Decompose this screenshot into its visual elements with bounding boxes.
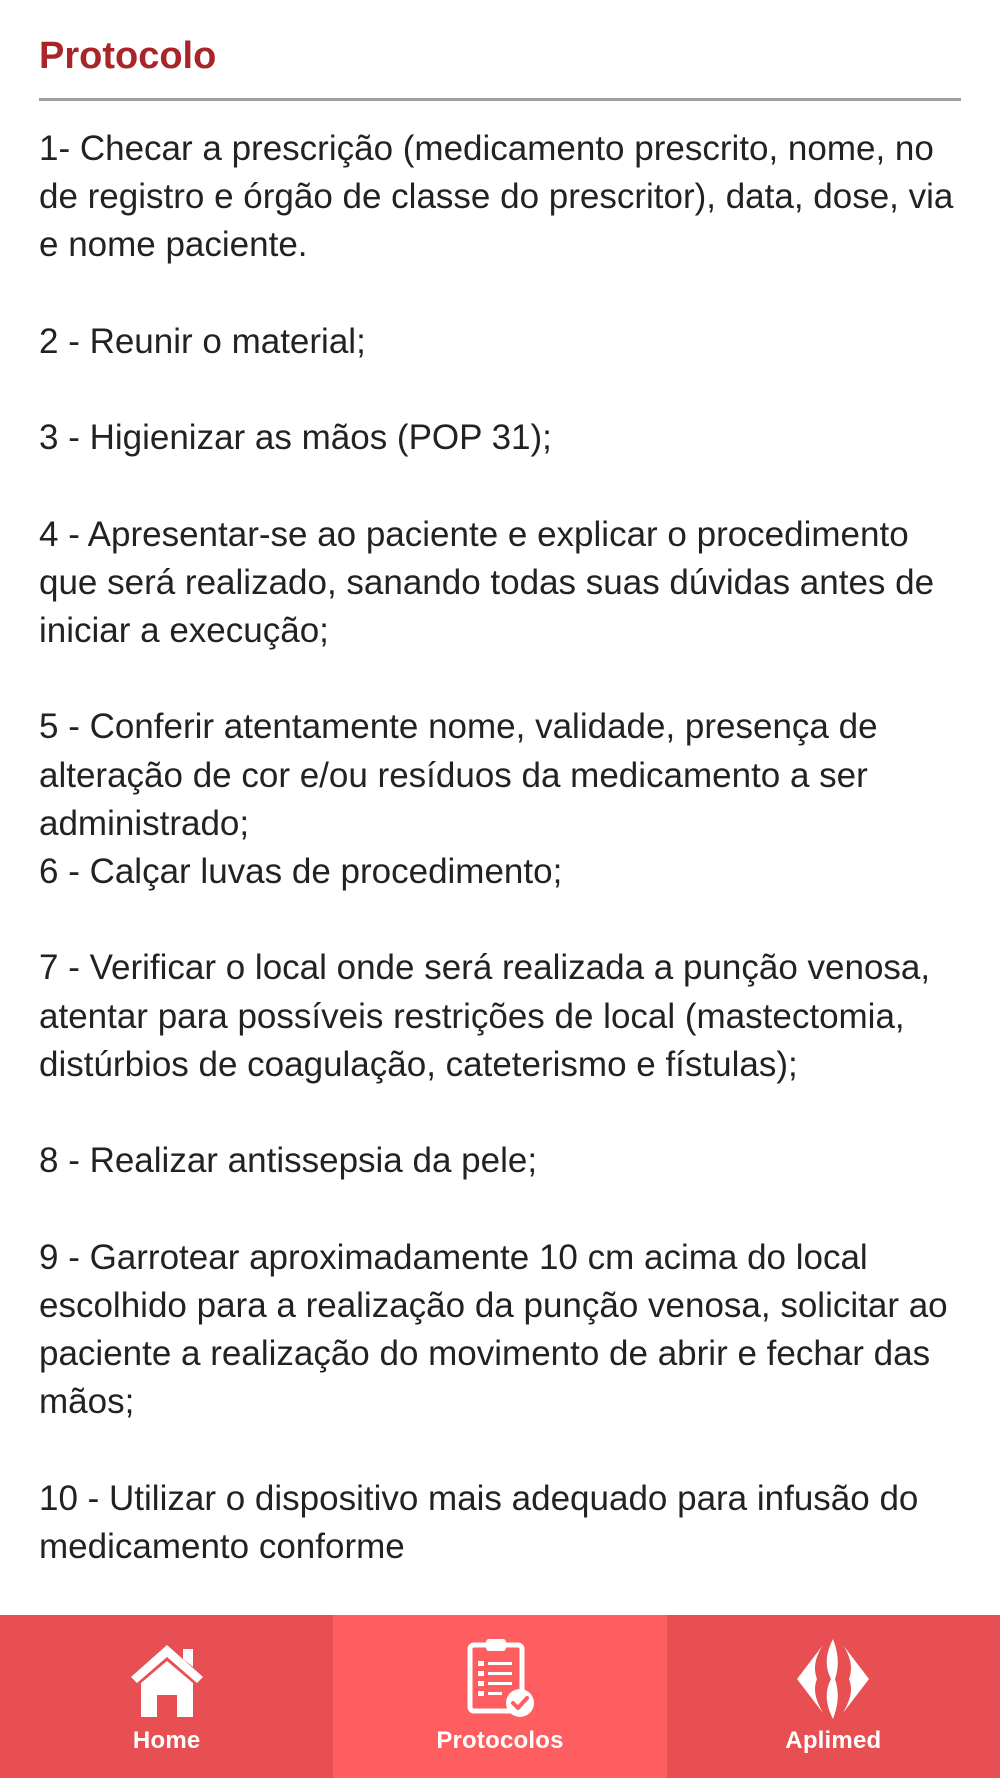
tab-home-label: Home xyxy=(132,1727,201,1754)
protocol-step: 3 - Higienizar as mãos (POP 31); xyxy=(39,418,552,458)
protocol-step: 9 - Garrotear aproximadamente 10 cm acima do local escolhido para a realização da punção venosa, solicitar ao paciente a realização do movimento de abrir e fechar das mãos; xyxy=(39,1237,958,1422)
title-divider xyxy=(39,98,961,101)
protocol-step: 5 - Conferir atentamente nome, validade, presença de alteração de cor e/ou resíduos da medicamento a ser administrado; xyxy=(39,707,888,843)
protocol-step: 1- Checar a prescrição (medicamento prescrito, nome, no de registro e órgão de classe do prescritor), data, dose, via e nome paciente. xyxy=(39,129,964,265)
protocol-step: 4 - Apresentar-se ao paciente e explicar o procedimento que será realizado, sanando todas suas dúvidas antes de iniciar a execução; xyxy=(39,514,944,650)
page-title: Protocolo xyxy=(39,35,217,77)
protocol-step: 2 - Reunir o material; xyxy=(39,321,366,361)
aplimed-logo-icon xyxy=(791,1637,875,1721)
tab-home[interactable] xyxy=(0,1615,333,1778)
tab-aplimed[interactable] xyxy=(667,1615,1000,1778)
clipboard-check-icon xyxy=(458,1637,542,1721)
protocol-step: 10 - Utilizar o dispositivo mais adequado para infusão do medicamento conforme xyxy=(39,1478,929,1566)
bottom-tab-bar xyxy=(0,1615,1000,1778)
home-icon xyxy=(125,1637,209,1721)
protocol-content[interactable] xyxy=(39,0,964,1615)
protocol-step: 7 - Verificar o local onde será realizada a punção venosa, atentar para possíveis restrições de local (mastectomia, distúrbios de coagulação, cateterismo e fístulas); xyxy=(39,948,940,1084)
protocol-step: 8 - Realizar antissepsia da pele; xyxy=(39,1141,538,1181)
protocol-step: 6 - Calçar luvas de procedimento; xyxy=(39,851,563,891)
tab-protocolos-label: Protocolos xyxy=(436,1727,564,1754)
tab-protocolos[interactable] xyxy=(333,1615,666,1778)
protocol-steps xyxy=(39,125,964,1571)
tab-aplimed-label: Aplimed xyxy=(785,1727,882,1754)
